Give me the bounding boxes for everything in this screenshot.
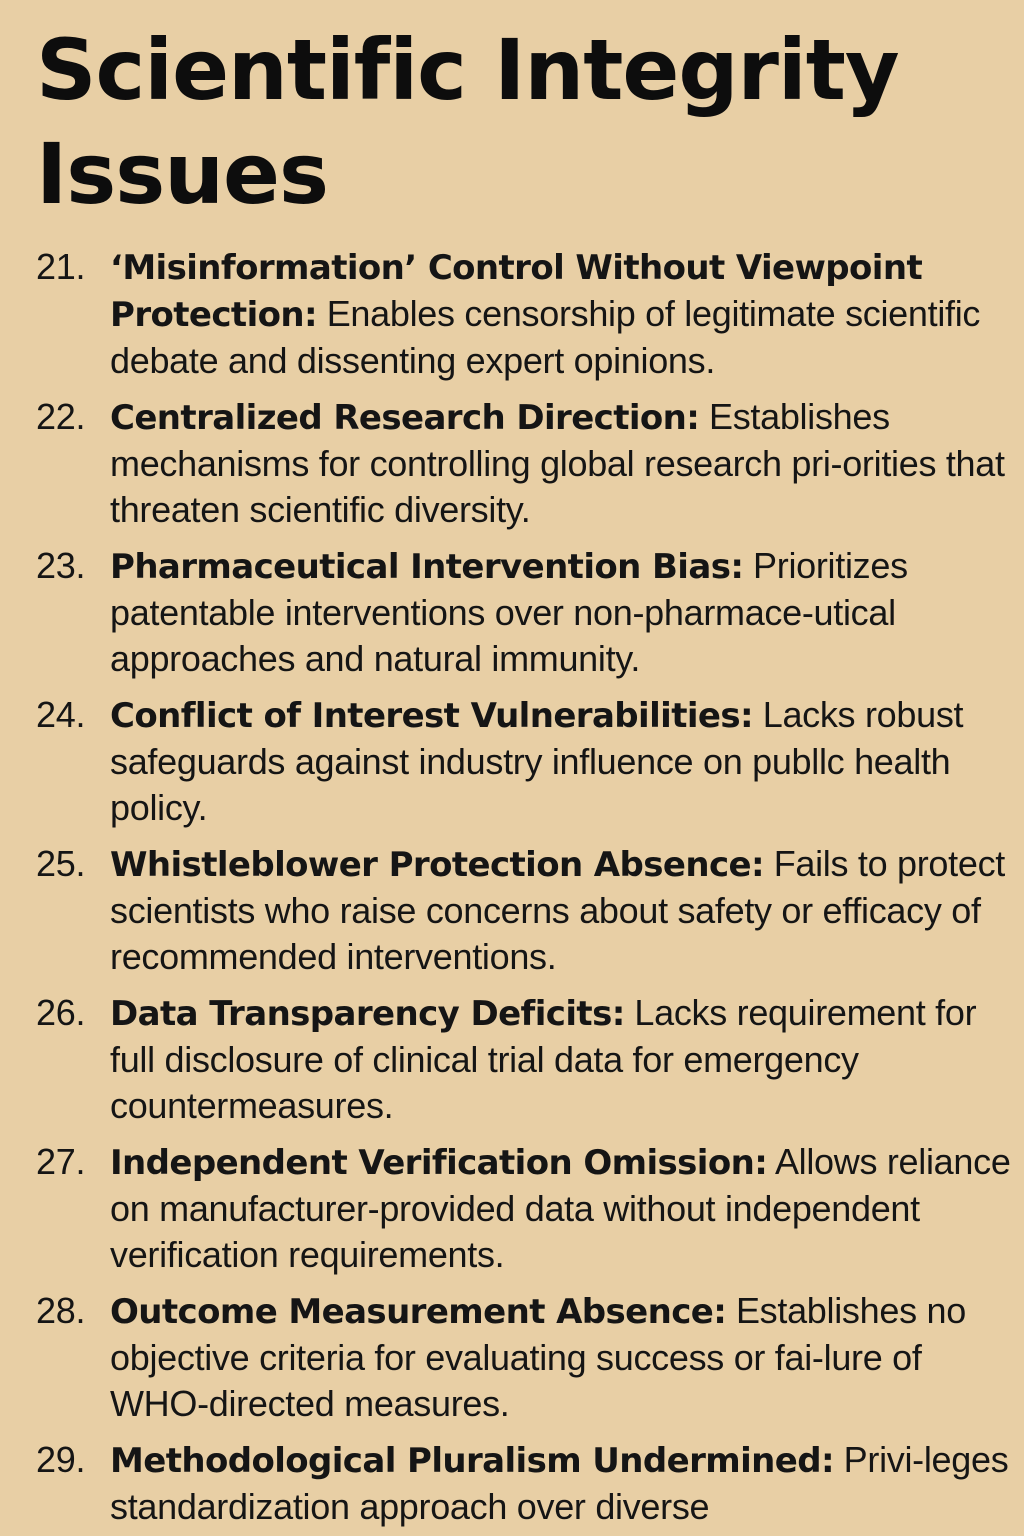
- item-term: Centralized Research Direction:: [110, 398, 700, 438]
- item-term: Data Transparency Deficits:: [110, 994, 625, 1034]
- item-term: Pharmaceutical Intervention Bias:: [110, 547, 744, 587]
- list-item: [36, 692, 1016, 831]
- item-description: Establishes mechanisms for controlling global research pri-orities that threaten scientific diversity.: [110, 396, 1005, 530]
- item-number: 29.: [36, 1439, 86, 1480]
- item-term: Conflict of Interest Vulnerabilities:: [110, 696, 754, 736]
- page-title: Scientific Integrity Issues: [36, 21, 899, 223]
- list-item: [36, 394, 1016, 533]
- item-term: Outcome Measurement Absence:: [110, 1292, 727, 1332]
- item-description: Establishes no objective criteria for evaluating success or fai-lure of WHO-directed measures.: [110, 1290, 966, 1424]
- item-term: Independent Verification Omission:: [110, 1143, 768, 1183]
- list-item: [36, 1288, 1016, 1427]
- item-description: Prioritizes patentable interventions over non-pharmace-utical approaches and natural immunity.: [110, 545, 908, 679]
- item-number: 26.: [36, 992, 86, 1033]
- item-term: ‘Misinformation’ Control Without Viewpoint Protection:: [110, 248, 923, 335]
- item-number: 21.: [36, 246, 86, 287]
- list-item: [36, 990, 1016, 1129]
- item-description: Lacks robust safeguards against industry influence on publlc health policy.: [110, 694, 964, 828]
- item-description: Fails to protect scientists who raise concerns about safety or efficacy of recommended interventions.: [110, 843, 1005, 977]
- list-item: [36, 543, 1016, 682]
- item-number: 23.: [36, 545, 86, 586]
- item-description: Lacks requirement for full disclosure of clinical trial data for emergency countermeasures.: [110, 992, 977, 1126]
- item-term: Methodological Pluralism Undermined:: [110, 1441, 834, 1481]
- list-item: [36, 244, 1016, 384]
- item-description: Enables censorship of legitimate scientific debate and dissenting expert opinions.: [110, 293, 981, 381]
- issues-list: [36, 244, 1016, 1536]
- item-number: 24.: [36, 694, 86, 735]
- item-number: 22.: [36, 396, 86, 437]
- list-item: [36, 841, 1016, 980]
- list-item: [36, 1437, 1016, 1530]
- item-number: 28.: [36, 1290, 86, 1331]
- item-number: 25.: [36, 843, 86, 884]
- item-term: Whistleblower Protection Absence:: [110, 845, 764, 885]
- item-description: Allows reliance on manufacturer-provided data without independent verification requirements.: [110, 1141, 1011, 1275]
- list-item: [36, 1139, 1016, 1278]
- item-description: Privi-leges standardization approach over diverse: [110, 1439, 1009, 1527]
- item-number: 27.: [36, 1141, 86, 1182]
